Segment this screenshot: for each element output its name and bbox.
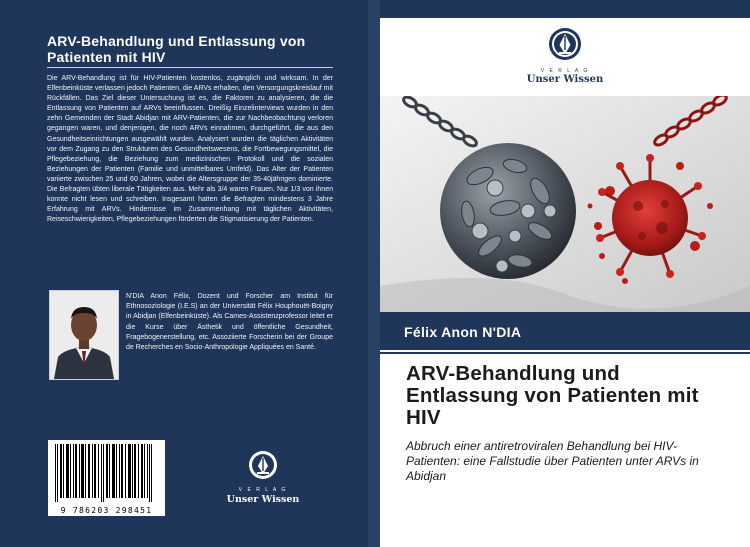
- back-cover: [0, 0, 368, 547]
- author-band: [380, 312, 750, 350]
- author-photo: [49, 290, 119, 380]
- pill-ball: [440, 143, 576, 279]
- cover-illustration: [380, 96, 750, 312]
- book-title: ARV-Behandlung und Entlassung von Patienten mit HIV: [406, 362, 699, 429]
- front-publisher-series: V E R L A G: [540, 68, 590, 74]
- isbn-barcode: [48, 440, 165, 516]
- book-spine: [368, 0, 380, 547]
- front-cover: [380, 0, 750, 547]
- author-name: Félix Anon N'DIA: [404, 324, 522, 340]
- back-cover-divider: [47, 67, 333, 68]
- author-band-underline: [380, 352, 750, 354]
- publisher-emblem-icon: [248, 450, 278, 480]
- back-publisher-name: Unser Wissen: [226, 494, 300, 505]
- front-publisher-logo: [510, 27, 620, 85]
- back-publisher-logo: [218, 450, 308, 506]
- author-bio: N'DIA Anon Félix, Dozent und Forscher am Institut für Ethnosoziologie (I.E.S) an der Universität Félix Houphouët-Boigny in Abidjan (Elfenbeinküste). Als Cames-Assistenzprofessor leitet er die Kurse über Ästhetik und öffentliche Gesundheit, Fragebogenerstellung, etc. Assoziierte Forscherin bei der Groupe de Recherches en Socio-Anthropologie Appliquées en Santé.: [126, 293, 333, 352]
- book-subtitle: Abbruch einer antiretroviralen Behandlung bei HIV-Patienten: eine Fallstudie über Patienten unter ARVs in Abidjan: [406, 439, 699, 483]
- back-cover-title: ARV-Behandlung und Entlassung von Patienten mit HIV: [47, 33, 306, 65]
- publisher-emblem-icon: [548, 27, 582, 61]
- front-top-bar: [380, 0, 750, 18]
- back-publisher-series: V E R L A G: [238, 487, 288, 493]
- front-publisher-name: Unser Wissen: [526, 74, 604, 85]
- isbn-number: 9 786203 298451: [60, 506, 153, 515]
- back-cover-blurb: Die ARV-Behandlung ist für HIV-Patienten kostenlos, zugänglich und wirksam. In der Elfenbeinküste verlassen jedoch Patienten, die ARVs erhalten, den Versorgungskreislauf mit Rückfällen. Das Ziel dieser Untersuchung ist es, die Faktoren zu analysieren, die die Entlassung von Patienten auf ARVs beeinflussen. Dreißig Einzelinterviews wurden in den zehn Gemeinden der Stadt Abidjan mit ARV-Patienten, die zur Nachbeobachtung verloren gegangen waren, und denjenigen, die noch ARVs einnahmen, durchgeführt, die aus den Gesundheitseinrichtungen ausgewählt wurden. Analysiert wurden die täglichen Aktivitäten vor dem Zugang zu den Strukturen des Gesundheitswesens, die Fortbewegungsmittel, die Pflegebeziehung, die Beziehung zum medizinischen Protokoll und die sozialen Beziehungen der Patienten (Familie und unmittelbares Umfeld). Das Alter der Patienten variierte zwischen 25 und 60 Jahren, wobei die Altersgruppe der 35-40jährigen dominierte. Die Befragten übten liberale Tätigkeiten aus. Mehr als 3/4 waren Frauen. Nur 1/3 von ihnen konnte nicht lesen und schreiben. Insgesamt hatten die Befragten mindestens 3 Jahre Erfahrung mit ARVs. Hindernisse im Zusammenhang mit täglichen Aktivitäten, Reiseschwierigkeiten, Pflegebeziehungen förderten die Stigmatisierung der Patienten.: [47, 75, 333, 224]
